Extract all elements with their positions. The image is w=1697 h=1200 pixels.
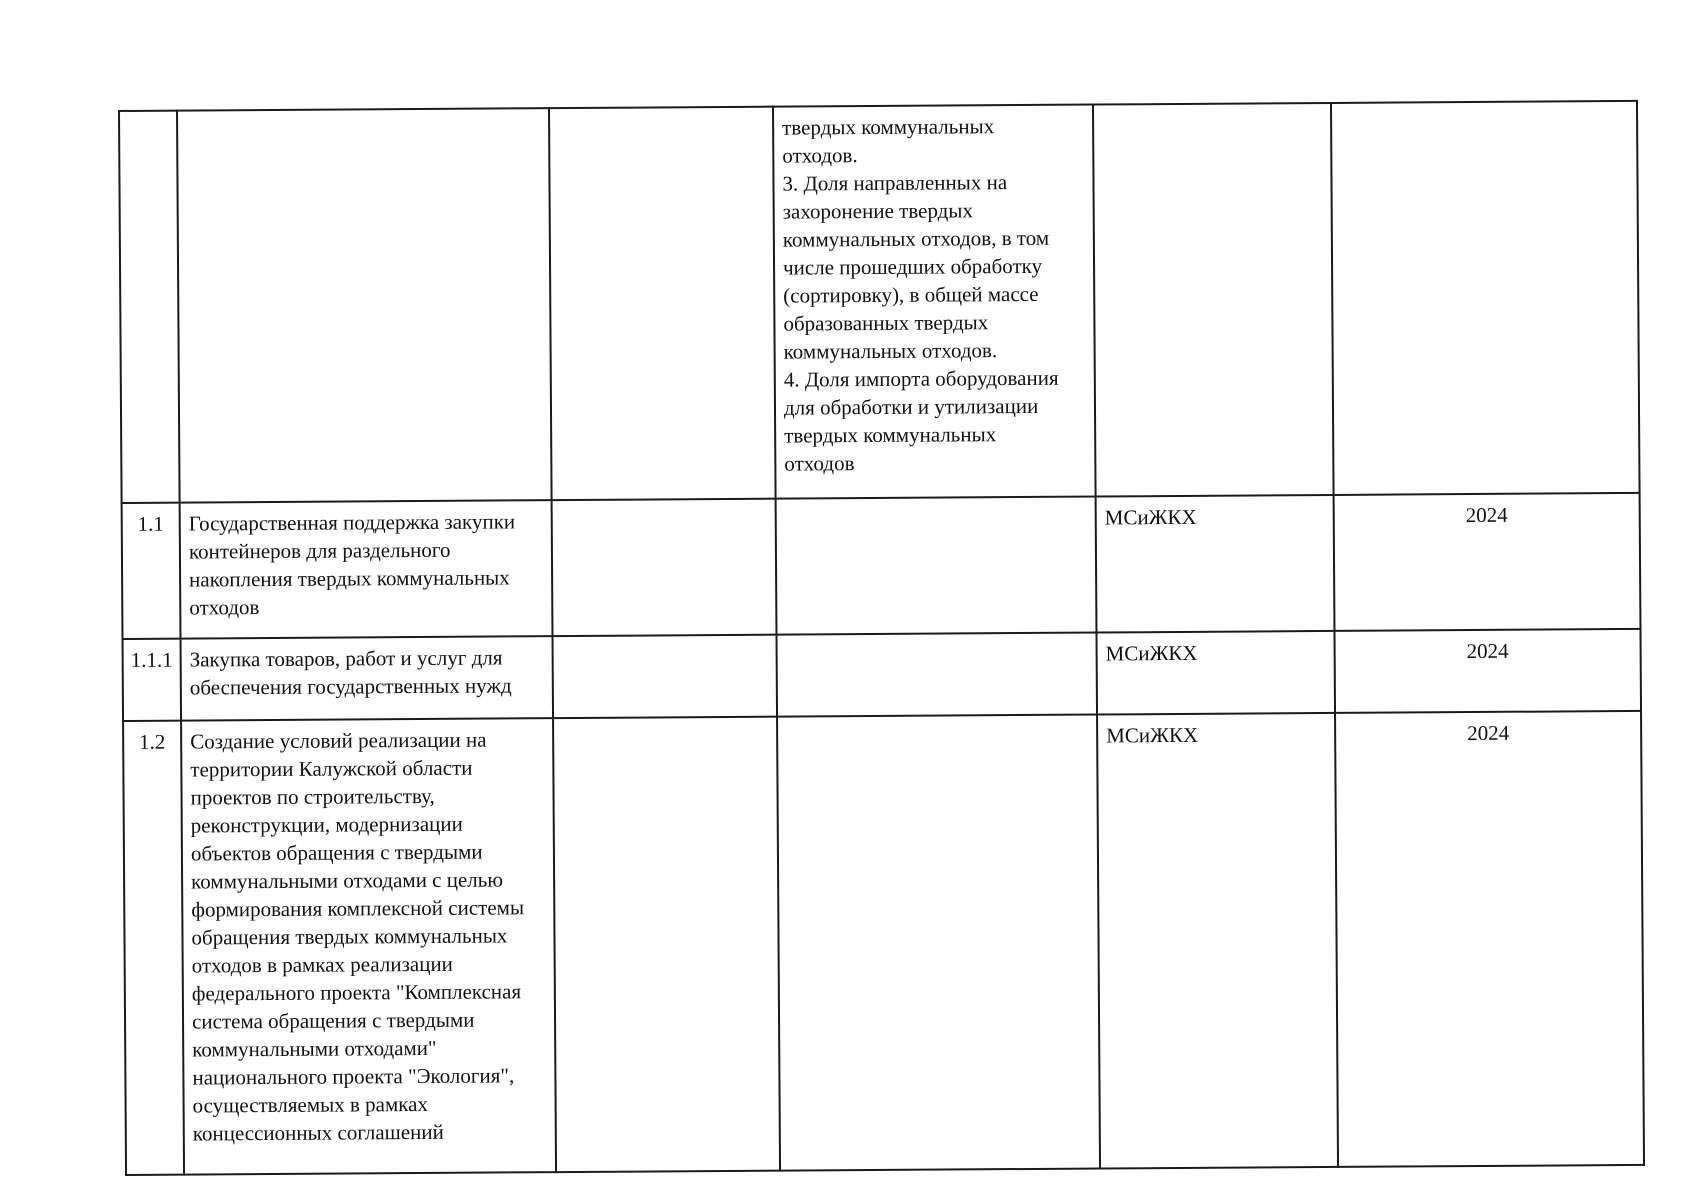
activity-name-cell (180, 500, 553, 638)
activity-name-line: Закупка товаров, работ и услуг для (189, 645, 503, 672)
year-cell (1331, 101, 1640, 495)
activity-name-line: система обращения с твердыми (191, 1007, 475, 1034)
indicator-text-line: твердых коммунальных (782, 114, 995, 140)
activity-name-line: контейнеров для раздельного (188, 537, 451, 564)
indicator-text-line: числе прошедших обработку (782, 253, 1043, 280)
row-number-cell: 1.1 (122, 503, 181, 639)
activity-name-line: национального проекта "Экология", (192, 1063, 515, 1090)
indicator-text-line: коммунальных отходов, в том (782, 225, 1050, 252)
table-row (122, 493, 1641, 639)
responsible-org-cell: МСиЖКХ (1097, 713, 1338, 1169)
activity-name-line: осуществляемых в рамках (192, 1091, 428, 1118)
indicator-text-line: захоронение твердых (782, 198, 973, 224)
indicator-text-line: 3. Доля направленных на (782, 170, 1008, 196)
indicator-text-line: (сортировку), в общей массе (783, 281, 1039, 308)
table-row (123, 711, 1644, 1175)
activity-name-cell (181, 718, 556, 1174)
responsible-org-cell: МСиЖКХ (1096, 631, 1335, 715)
indicators-cell (776, 633, 1097, 717)
empty-cell (552, 499, 777, 636)
activity-name-line: коммунальными отходами" (192, 1035, 437, 1062)
activity-name-line: накопления твердых коммунальных (189, 565, 510, 592)
activity-name-line: проектов по строительству, (190, 783, 435, 810)
activity-name-line: концессионных соглашений (192, 1119, 444, 1146)
table-row (119, 101, 1640, 503)
activity-name-line: коммунальными отходами с целью (191, 867, 504, 894)
activity-name-line: федерального проекта "Комплексная (191, 979, 522, 1006)
responsible-org-cell: МСиЖКХ (1096, 495, 1335, 633)
indicators-cell (776, 497, 1097, 635)
year-cell: 2024 (1334, 493, 1641, 631)
activity-name-line: реконструкции, модернизации (190, 811, 463, 838)
indicators-cell (777, 715, 1100, 1171)
activity-name-cell (181, 636, 554, 720)
indicator-text-line: для обработки и утилизации (783, 393, 1039, 420)
table-body (119, 101, 1644, 1175)
activity-name-line: формирования комплексной системы (191, 895, 525, 922)
row-number-cell: 1.1.1 (123, 639, 182, 721)
indicator-text-line: твердых коммунальных (784, 422, 997, 448)
activity-name-line: обращения твердых коммунальных (191, 923, 508, 950)
activities-table (118, 100, 1645, 1176)
indicator-text-line: отходов. (782, 143, 858, 168)
indicator-text-line: образованных твердых (783, 310, 989, 336)
activity-name-cell (177, 108, 552, 502)
indicator-text-line: коммунальных отходов. (783, 338, 998, 364)
table-row (123, 629, 1642, 721)
activity-name-line: обеспечения государственных нужд (189, 673, 512, 700)
row-number-cell: 1.2 (123, 721, 184, 1175)
year-cell: 2024 (1335, 711, 1644, 1167)
empty-cell (549, 107, 776, 500)
activity-name-line: отходов в рамках реализации (191, 951, 453, 978)
indicator-text-line: отходов (784, 451, 855, 476)
activity-name-line: объектов обращения с твердыми (190, 839, 483, 866)
row-number-cell (119, 111, 180, 503)
indicator-text-line: 4. Доля импорта оборудования (783, 365, 1059, 392)
activity-name-line: Создание условий реализации на (190, 727, 487, 754)
indicators-cell (773, 105, 1096, 499)
activity-name-line: Государственная поддержка закупки (188, 509, 516, 536)
activity-name-line: отходов (189, 595, 260, 620)
activity-name-line: территории Калужской области (190, 755, 473, 782)
responsible-org-cell (1093, 103, 1334, 497)
empty-cell (552, 635, 777, 718)
empty-cell (553, 717, 780, 1172)
year-cell: 2024 (1334, 629, 1641, 713)
